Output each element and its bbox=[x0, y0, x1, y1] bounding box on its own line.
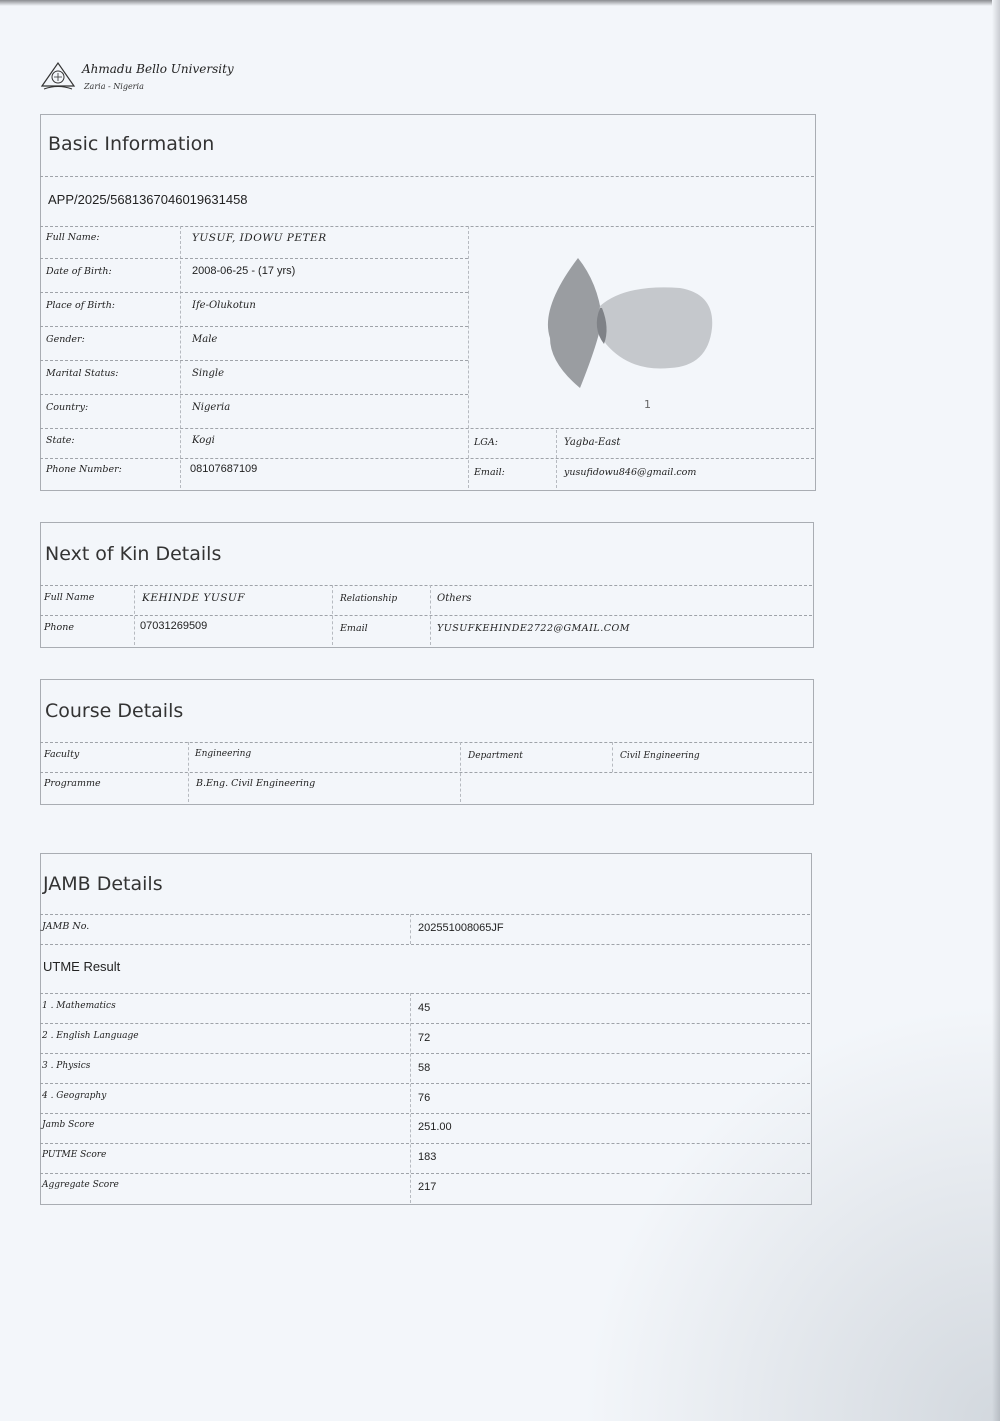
kin-full-name-label: Full Name bbox=[44, 592, 95, 603]
next-of-kin-title: Next of Kin Details bbox=[45, 543, 222, 565]
photo-mark: 1 bbox=[644, 398, 651, 411]
utme-row-value: 58 bbox=[418, 1062, 431, 1074]
marital-status-label: Marital Status: bbox=[46, 368, 119, 379]
utme-row-value: 76 bbox=[418, 1092, 431, 1104]
email-value: yusufidowu846@gmail.com bbox=[564, 467, 697, 478]
applicant-photo bbox=[540, 248, 720, 418]
kin-full-name-value: KEHINDE YUSUF bbox=[142, 592, 246, 604]
country-value: Nigeria bbox=[192, 402, 231, 413]
place-of-birth-value: Ife-Olukotun bbox=[192, 300, 256, 311]
place-of-birth-label: Place of Birth: bbox=[46, 300, 116, 311]
gender-value: Male bbox=[192, 334, 218, 345]
department-label: Department bbox=[468, 751, 523, 761]
utme-row-value: 72 bbox=[418, 1032, 431, 1044]
utme-row-label: 4 . Geography bbox=[42, 1091, 107, 1101]
jamb-details-title: JAMB Details bbox=[43, 873, 163, 895]
date-of-birth-value: 2008-06-25 - (17 yrs) bbox=[192, 265, 296, 277]
phone-number-value: 08107687109 bbox=[190, 463, 258, 475]
gender-label: Gender: bbox=[46, 334, 85, 345]
aggregate-score-label: Aggregate Score bbox=[42, 1180, 119, 1190]
country-label: Country: bbox=[46, 402, 89, 413]
putme-score-value: 183 bbox=[418, 1151, 437, 1163]
lga-label: LGA: bbox=[474, 437, 498, 448]
kin-relationship-value: Others bbox=[437, 593, 472, 604]
marital-status-value: Single bbox=[192, 368, 225, 379]
jamb-number-label: JAMB No. bbox=[42, 921, 90, 932]
state-label: State: bbox=[46, 435, 75, 446]
programme-value: B.Eng. Civil Engineering bbox=[196, 778, 316, 789]
kin-phone-value: 07031269509 bbox=[140, 620, 208, 632]
utme-row-label: 1 . Mathematics bbox=[42, 1001, 116, 1011]
jamb-score-value: 251.00 bbox=[418, 1121, 452, 1133]
putme-score-label: PUTME Score bbox=[42, 1150, 107, 1160]
full-name-value: YUSUF, IDOWU PETER bbox=[192, 232, 327, 244]
state-value: Kogi bbox=[192, 435, 215, 446]
aggregate-score-value: 217 bbox=[418, 1181, 437, 1193]
phone-number-label: Phone Number: bbox=[46, 464, 122, 475]
programme-label: Programme bbox=[44, 778, 101, 789]
utme-row-value: 45 bbox=[418, 1002, 431, 1014]
kin-email-label: Email bbox=[340, 623, 368, 634]
basic-information-title: Basic Information bbox=[48, 133, 215, 155]
jamb-number-value: 202551008065JF bbox=[418, 922, 504, 934]
jamb-score-label: Jamb Score bbox=[42, 1120, 95, 1130]
utme-row-label: 2 . English Language bbox=[42, 1031, 139, 1041]
faculty-value: Engineering bbox=[195, 749, 252, 759]
kin-email-value: YUSUFKEHINDE2722@GMAIL.COM bbox=[437, 623, 631, 634]
scan-edge-top bbox=[0, 0, 1000, 6]
kin-phone-label: Phone bbox=[44, 622, 74, 633]
email-label: Email: bbox=[474, 467, 505, 478]
university-name: Ahmadu Bello University bbox=[82, 62, 234, 76]
application-number: APP/2025/5681367046019631458 bbox=[48, 192, 248, 207]
department-value: Civil Engineering bbox=[620, 751, 700, 761]
university-crest-icon bbox=[40, 60, 76, 92]
faculty-label: Faculty bbox=[44, 749, 80, 760]
full-name-label: Full Name: bbox=[46, 232, 100, 243]
course-details-title: Course Details bbox=[45, 700, 184, 722]
utme-row-label: 3 . Physics bbox=[42, 1061, 91, 1071]
university-location: Zaria - Nigeria bbox=[84, 82, 144, 91]
lga-value: Yagba-East bbox=[564, 437, 621, 448]
date-of-birth-label: Date of Birth: bbox=[46, 266, 112, 277]
utme-result-heading: UTME Result bbox=[43, 959, 121, 974]
document-header bbox=[40, 58, 300, 98]
kin-relationship-label: Relationship bbox=[340, 594, 398, 604]
